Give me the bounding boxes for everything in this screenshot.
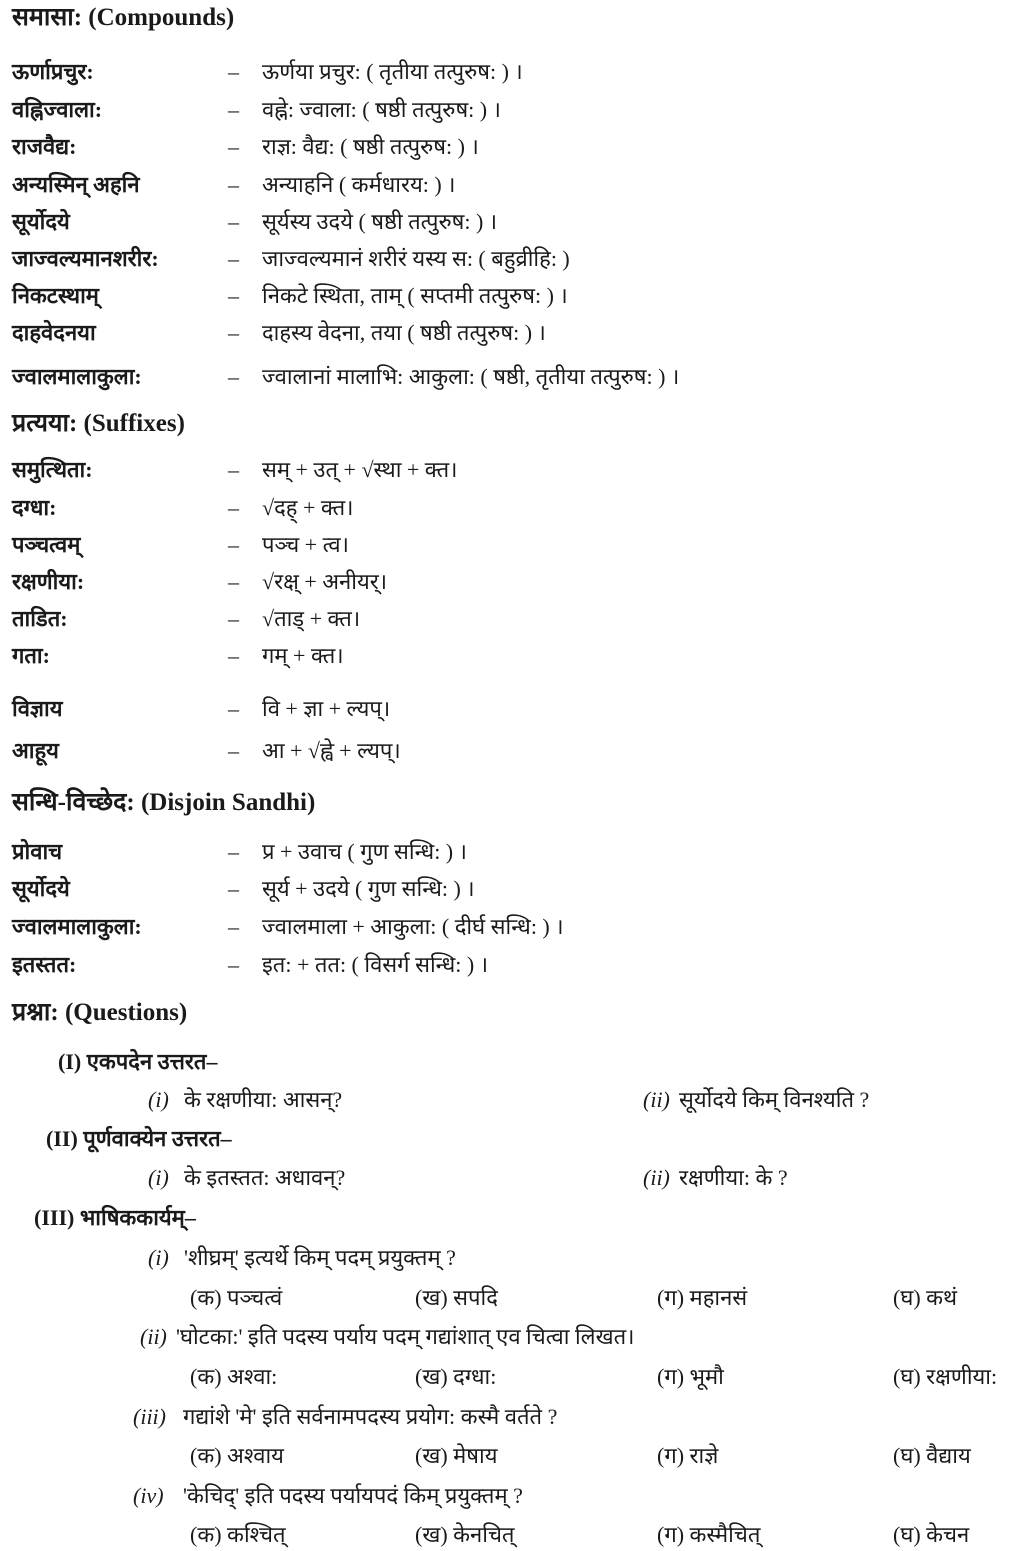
compound-dash: – bbox=[228, 320, 239, 345]
question-text: 'केचिद्' इति पदस्य पर्यायपदं किम् प्रयुक्तम् ? bbox=[183, 1483, 523, 1508]
question-part-label: (I) एकपदेन उत्तरत– bbox=[58, 1049, 218, 1074]
sandhi-term: प्रोवाच bbox=[12, 839, 63, 864]
suffix-definition: पञ्च + त्व। bbox=[262, 532, 349, 557]
sandhi-definition: ज्वालमाला + आकुला: ( दीर्घ सन्धि: ) । bbox=[262, 914, 564, 939]
compound-dash: – bbox=[228, 209, 239, 234]
suffix-definition: वि + ज्ञा + ल्यप्। bbox=[262, 696, 391, 721]
suffix-definition: √ताड् + क्त। bbox=[262, 606, 361, 631]
question-number: (i) bbox=[148, 1087, 169, 1112]
answer-option: (क) पञ्चत्वं bbox=[190, 1285, 283, 1310]
sandhi-term: सूर्योदये bbox=[12, 876, 70, 901]
suffix-dash: – bbox=[228, 532, 239, 557]
suffix-term: विज्ञाय bbox=[12, 696, 63, 721]
compound-term: वह्निज्वाला: bbox=[12, 97, 103, 122]
compound-definition: ज्वालानां मालाभि: आकुला: ( षष्ठी, तृतीया तत्पुरुष: ) । bbox=[262, 364, 680, 389]
suffix-heading: प्रत्यया: (Suffixes) bbox=[12, 410, 185, 437]
question-text: के रक्षणीया: आसन्? bbox=[184, 1087, 343, 1112]
compound-term: राजवैद्य: bbox=[12, 134, 77, 159]
sandhi-definition: इत: + तत: ( विसर्ग सन्धि: ) । bbox=[262, 952, 489, 977]
compound-heading: समासा: (Compounds) bbox=[12, 4, 235, 31]
question-number: (i) bbox=[148, 1165, 169, 1190]
answer-option: (ग) कस्मैचित् bbox=[657, 1522, 761, 1547]
suffix-dash: – bbox=[228, 569, 239, 594]
compound-term: सूर्योदये bbox=[12, 209, 70, 234]
questions-heading: प्रश्ना: (Questions) bbox=[12, 999, 188, 1026]
question-number: (i) bbox=[148, 1245, 169, 1270]
compound-dash: – bbox=[228, 246, 239, 271]
compound-term: ऊर्णाप्रचुर: bbox=[12, 59, 94, 84]
sandhi-heading: सन्धि-विच्छेद: (Disjoin Sandhi) bbox=[12, 789, 316, 816]
suffix-term: पञ्चत्वम् bbox=[12, 532, 81, 557]
sandhi-definition: सूर्य + उदये ( गुण सन्धि: ) । bbox=[262, 876, 475, 901]
compound-definition: अन्याहनि ( कर्मधारय: ) । bbox=[262, 172, 456, 197]
sandhi-dash: – bbox=[228, 876, 239, 901]
suffix-definition: √दह् + क्त। bbox=[262, 495, 354, 520]
suffix-definition: √रक्ष् + अनीयर्। bbox=[262, 569, 388, 594]
answer-option: (घ) रक्षणीया: bbox=[893, 1364, 998, 1389]
compound-dash: – bbox=[228, 134, 239, 159]
compound-definition: ऊर्णया प्रचुर: ( तृतीया तत्पुरुष: ) । bbox=[262, 59, 523, 84]
answer-option: (घ) वैद्याय bbox=[893, 1443, 971, 1468]
compound-definition: निकटे स्थिता, ताम् ( सप्तमी तत्पुरुष: ) । bbox=[262, 283, 568, 308]
question-text: सूर्योदये किम् विनश्यति ? bbox=[679, 1087, 870, 1112]
compound-term: अन्यस्मिन् अहनि bbox=[12, 172, 140, 197]
suffix-term: आहूय bbox=[12, 738, 59, 763]
suffix-dash: – bbox=[228, 738, 239, 763]
answer-option: (ख) केनचित् bbox=[415, 1522, 515, 1547]
suffix-term: गता: bbox=[12, 643, 50, 668]
compound-term: ज्वालमालाकुला: bbox=[12, 364, 142, 389]
question-number: (ii) bbox=[140, 1324, 167, 1349]
answer-option: (ग) महानसं bbox=[657, 1285, 748, 1310]
compound-definition: जाज्वल्यमानं शरीरं यस्य स: ( बहुव्रीहि: ) bbox=[262, 246, 570, 271]
question-text: 'शीघ्रम्' इत्यर्थे किम् पदम् प्रयुक्तम् ? bbox=[184, 1245, 456, 1270]
compound-dash: – bbox=[228, 283, 239, 308]
answer-option: (ग) भूमौ bbox=[657, 1364, 724, 1389]
compound-dash: – bbox=[228, 172, 239, 197]
answer-option: (ख) सपदि bbox=[415, 1285, 498, 1310]
suffix-dash: – bbox=[228, 696, 239, 721]
answer-option: (ग) राज्ञे bbox=[657, 1443, 719, 1468]
suffix-dash: – bbox=[228, 495, 239, 520]
compound-definition: वह्ने: ज्वाला: ( षष्ठी तत्पुरुष: ) । bbox=[262, 97, 501, 122]
question-number: (ii) bbox=[643, 1165, 670, 1190]
question-number: (iv) bbox=[133, 1483, 164, 1508]
sandhi-dash: – bbox=[228, 914, 239, 939]
compound-term: निकटस्थाम् bbox=[12, 283, 99, 308]
compound-term: जाज्वल्यमानशरीर: bbox=[12, 246, 159, 271]
question-text: 'घोटका:' इति पदस्य पर्याय पदम् गद्यांशात् एव चित्वा लिखत। bbox=[176, 1324, 635, 1349]
suffix-term: ताडित: bbox=[12, 606, 68, 631]
sandhi-term: ज्वालमालाकुला: bbox=[12, 914, 142, 939]
sandhi-definition: प्र + उवाच ( गुण सन्धि: ) । bbox=[262, 839, 467, 864]
compound-definition: राज्ञ: वैद्य: ( षष्ठी तत्पुरुष: ) । bbox=[262, 134, 479, 159]
suffix-definition: गम् + क्त। bbox=[262, 643, 344, 668]
question-number: (ii) bbox=[643, 1087, 670, 1112]
compound-dash: – bbox=[228, 364, 239, 389]
question-text: के इतस्तत: अधावन्? bbox=[184, 1165, 346, 1190]
question-part-label: (II) पूर्णवाक्येन उत्तरत– bbox=[46, 1126, 232, 1151]
suffix-definition: सम् + उत् + √स्था + क्त। bbox=[262, 457, 458, 482]
question-number: (iii) bbox=[133, 1404, 166, 1429]
suffix-dash: – bbox=[228, 457, 239, 482]
answer-option: (ख) दग्धा: bbox=[415, 1364, 497, 1389]
compound-definition: सूर्यस्य उदये ( षष्ठी तत्पुरुष: ) । bbox=[262, 209, 498, 234]
question-text: रक्षणीया: के ? bbox=[679, 1165, 788, 1190]
answer-option: (ख) मेषाय bbox=[415, 1443, 498, 1468]
answer-option: (क) अश्वा: bbox=[190, 1364, 278, 1389]
suffix-term: दग्धा: bbox=[12, 495, 57, 520]
answer-option: (घ) केचन bbox=[893, 1522, 970, 1547]
question-part-label: (III) भाषिककार्यम्– bbox=[34, 1205, 196, 1230]
sandhi-dash: – bbox=[228, 952, 239, 977]
suffix-dash: – bbox=[228, 643, 239, 668]
answer-option: (क) कश्चित् bbox=[190, 1522, 286, 1547]
suffix-term: समुत्थिता: bbox=[12, 457, 93, 482]
compound-term: दाहवेदनया bbox=[12, 320, 96, 345]
compound-dash: – bbox=[228, 59, 239, 84]
answer-option: (घ) कथं bbox=[893, 1285, 958, 1310]
compound-dash: – bbox=[228, 97, 239, 122]
compound-definition: दाहस्य वेदना, तया ( षष्ठी तत्पुरुष: ) । bbox=[262, 320, 546, 345]
question-text: गद्यांशे 'मे' इति सर्वनामपदस्य प्रयोग: कस्मै वर्तते ? bbox=[183, 1404, 558, 1429]
sandhi-dash: – bbox=[228, 839, 239, 864]
answer-option: (क) अश्वाय bbox=[190, 1443, 284, 1468]
suffix-dash: – bbox=[228, 606, 239, 631]
suffix-term: रक्षणीया: bbox=[12, 569, 85, 594]
suffix-definition: आ + √ह्वे + ल्यप्। bbox=[262, 738, 401, 763]
sandhi-term: इतस्तत: bbox=[12, 952, 77, 977]
